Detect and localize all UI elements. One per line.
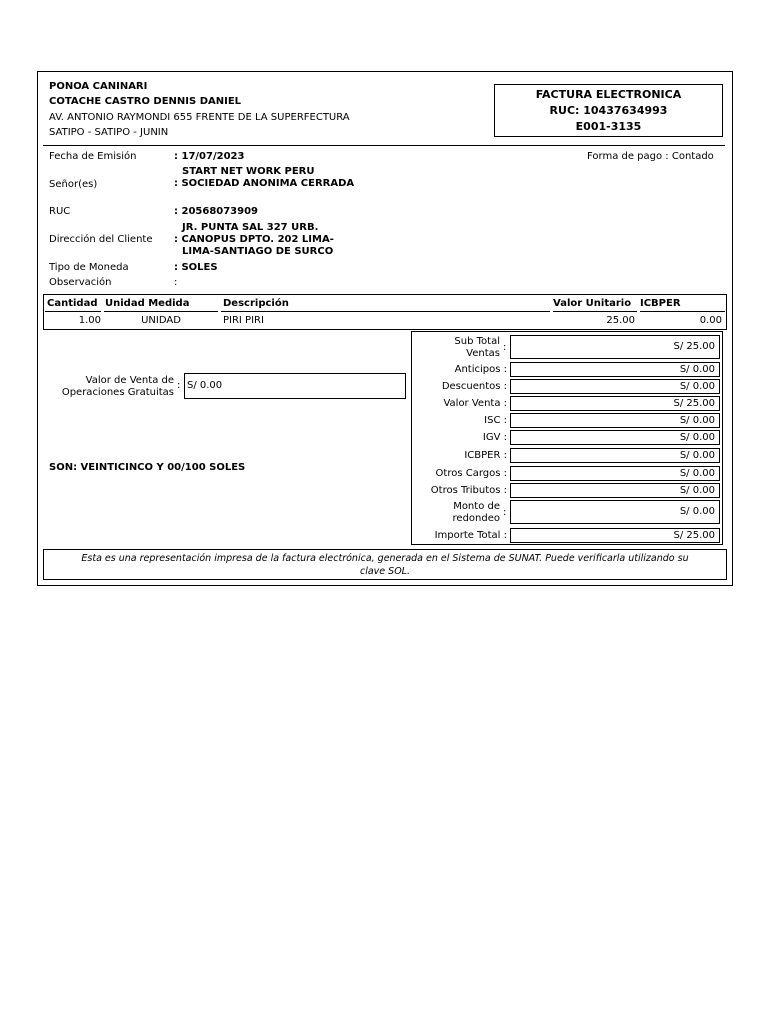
monto-value: S/ 0.00 (510, 500, 720, 524)
col-cantidad: Cantidad (47, 298, 98, 309)
ruc-value: : 20568073909 (174, 206, 259, 217)
subtotal-colon: : (503, 342, 507, 353)
isc-value: S/ 0.00 (510, 413, 720, 428)
ruc-label: RUC (49, 206, 71, 217)
otros-cargos-value: S/ 0.00 (510, 466, 720, 481)
invoice-title: FACTURA ELECTRONICA (535, 88, 682, 101)
items-header-rule-3 (221, 311, 550, 312)
descuentos-value: S/ 0.00 (510, 379, 720, 394)
invoice-ruc: RUC: 10437634993 (549, 104, 668, 117)
amount-in-words: SON: VEINTICINCO Y 00/100 SOLES (49, 462, 246, 473)
monto-colon: : (503, 507, 507, 518)
footer-line-1: Esta es una representación impresa de la factura electrónica, generada en el Sistema de SUNAT. Puede verificarla utilizando su (81, 553, 689, 564)
icbper-label: ICBPER : (464, 450, 507, 461)
monto-label-1: Monto de (453, 501, 500, 512)
senor-label: Señor(es) (49, 179, 98, 190)
moneda-label: Tipo de Moneda (49, 262, 129, 273)
subtotal-label-1: Sub Total (454, 336, 500, 347)
row-cantidad: 1.00 (78, 315, 101, 326)
row-icbper: 0.00 (699, 315, 722, 326)
header-divider (43, 145, 725, 146)
col-unidad: Unidad Medida (105, 298, 190, 309)
gratuitas-colon: : (177, 380, 181, 391)
senor-value-2: : SOCIEDAD ANONIMA CERRADA (174, 178, 355, 189)
col-icbper: ICBPER (640, 298, 681, 309)
col-descripcion: Descripción (223, 298, 289, 309)
row-valor-unitario: 25.00 (606, 315, 635, 326)
monto-label-2: redondeo (452, 513, 500, 524)
footer-line-2: clave SOL. (360, 566, 410, 577)
col-valor-unitario: Valor Unitario (553, 298, 632, 309)
observacion-label: Observación (49, 277, 112, 288)
importe-total-label: Importe Total : (434, 530, 507, 541)
gratuitas-label-1: Valor de Venta de (85, 375, 174, 386)
anticipos-value: S/ 0.00 (510, 362, 720, 377)
senor-value-1: START NET WORK PERU (182, 166, 315, 177)
valor-venta-value: S/ 25.00 (510, 396, 720, 411)
direccion-label: Dirección del Cliente (49, 234, 153, 245)
items-header-rule-4 (553, 311, 637, 312)
direccion-value-3: LIMA-SANTIAGO DE SURCO (182, 246, 334, 257)
forma-pago: Forma de pago : Contado (587, 151, 714, 162)
gratuitas-label-2: Operaciones Gratuitas (61, 387, 174, 398)
isc-label: ISC : (484, 415, 507, 426)
otros-cargos-label: Otros Cargos : (435, 468, 507, 479)
items-header-rule-1 (45, 311, 101, 312)
emitter-location: SATIPO - SATIPO - JUNIN (49, 127, 169, 138)
row-unidad: UNIDAD (141, 315, 181, 326)
fecha-label: Fecha de Emisión (49, 151, 137, 162)
otros-tributos-value: S/ 0.00 (510, 483, 720, 498)
direccion-value-2: : CANOPUS DPTO. 202 LIMA- (174, 234, 334, 245)
fecha-value: : 17/07/2023 (174, 151, 245, 162)
subtotal-label-2: Ventas (466, 348, 500, 359)
importe-total-value: S/ 25.00 (510, 528, 720, 543)
observacion-value: : (174, 277, 178, 288)
emitter-name-1: PONOA CANINARI (49, 81, 148, 92)
direccion-value-1: JR. PUNTA SAL 327 URB. (182, 222, 319, 233)
gratuitas-value: S/ 0.00 (187, 380, 223, 391)
igv-value: S/ 0.00 (510, 430, 720, 445)
items-header-rule-2 (104, 311, 218, 312)
anticipos-label: Anticipos : (454, 364, 507, 375)
emitter-address: AV. ANTONIO RAYMONDI 655 FRENTE DE LA SUPERFECTURA (49, 112, 350, 123)
invoice-number: E001-3135 (575, 120, 642, 133)
otros-tributos-label: Otros Tributos : (430, 485, 507, 496)
subtotal-value: S/ 25.00 (510, 335, 720, 359)
emitter-name-2: COTACHE CASTRO DENNIS DANIEL (49, 96, 242, 107)
igv-label: IGV : (482, 432, 507, 443)
row-descripcion: PIRI PIRI (223, 315, 264, 326)
moneda-value: : SOLES (174, 262, 218, 273)
icbper-value: S/ 0.00 (510, 448, 720, 463)
descuentos-label: Descuentos : (441, 381, 507, 392)
valor-venta-label: Valor Venta : (443, 398, 507, 409)
items-header-rule-5 (640, 311, 725, 312)
